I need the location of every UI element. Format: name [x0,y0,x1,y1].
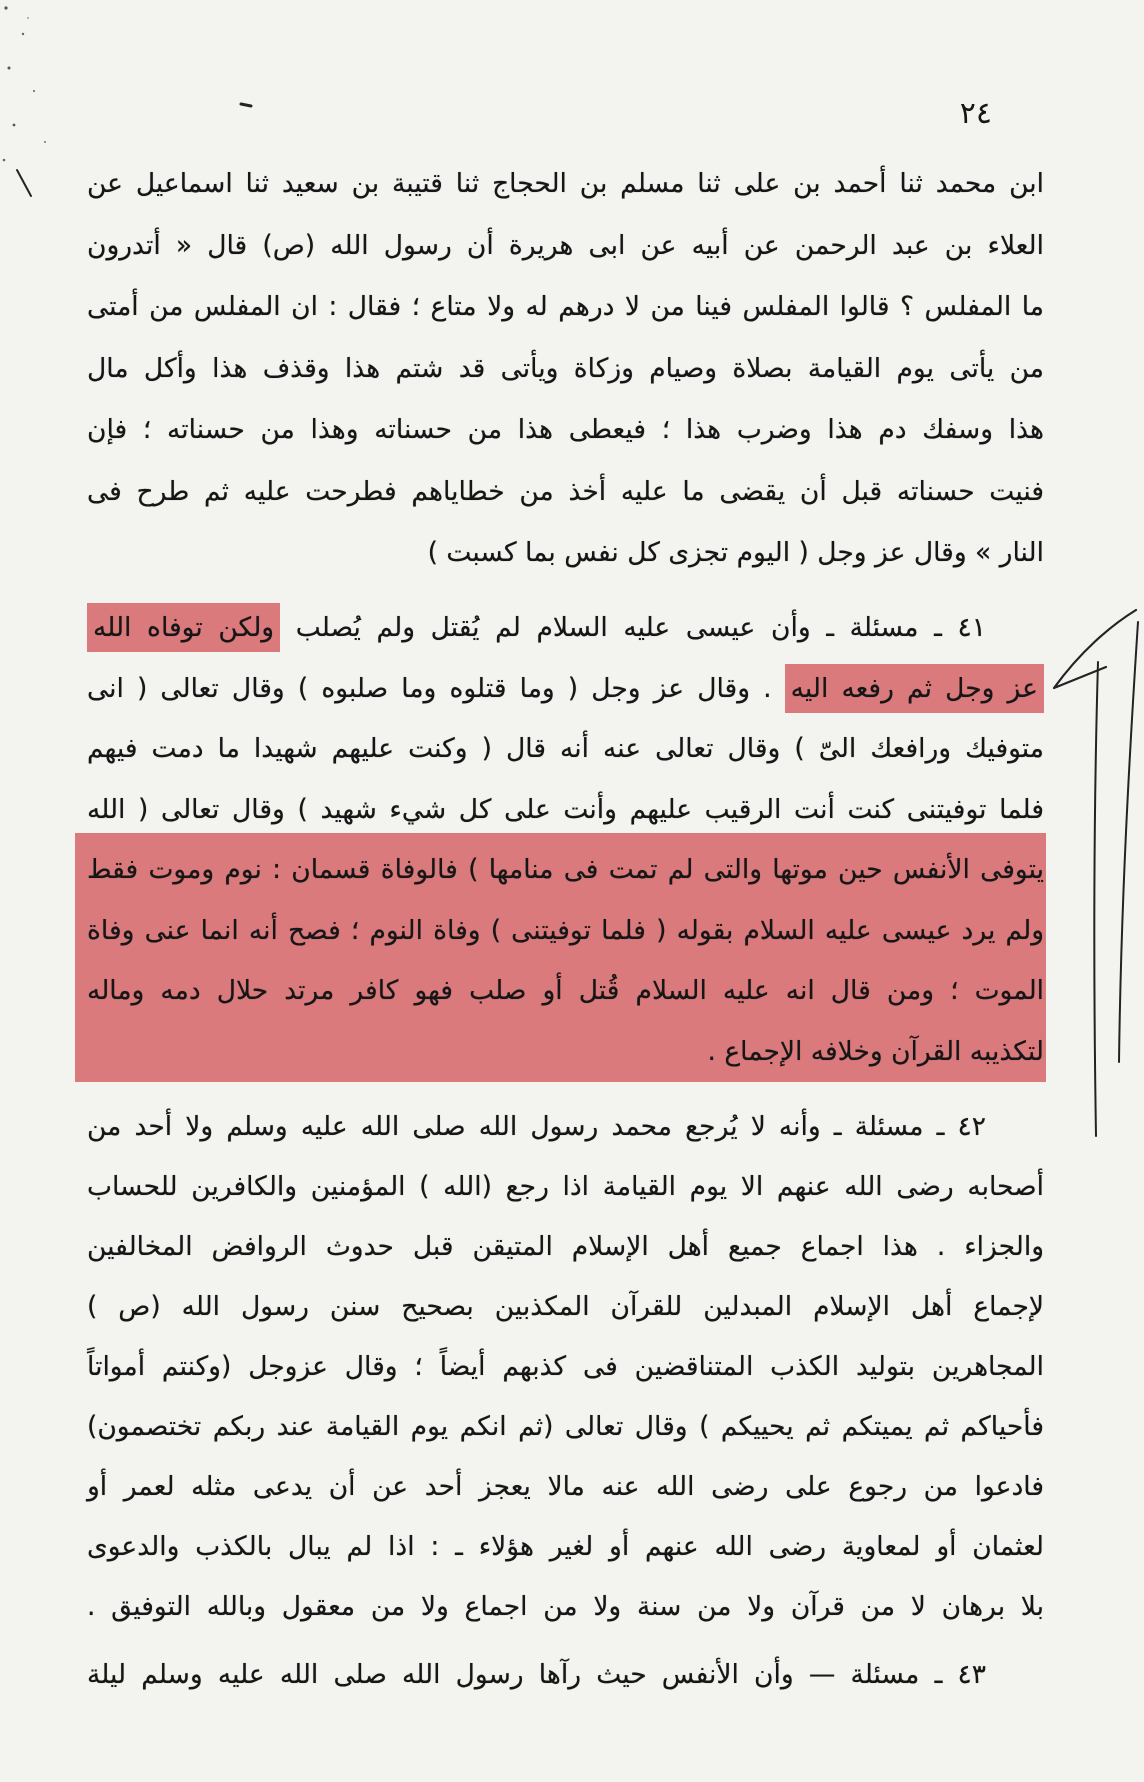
line-text: . وقال عز وجل ( وما قتلوه وما صلبوه ) وقال تعالى ( انى [87,672,772,704]
text-line: بلا برهان لا من قرآن ولا من سنة ولا من اجماع ولا من معقول وبالله التوفيق . [87,1591,1044,1622]
text-line: فادعوا من رجوع على رضى الله عنه مالا يعجز أحد عن أن يدعى مثله لعمر أو [87,1471,1044,1502]
text-line: يتوفى الأنفس حين موتها والتى لم تمت فى منامها ) فالوفاة قسمان : نوم وموت فقط [87,854,1044,885]
highlight: ولكن توفاه الله [87,603,280,652]
pen-mark [1054,610,1136,688]
scan-speck [8,67,11,70]
text-line: من يأتى يوم القيامة بصلاة وصيام وزكاة ويأتى قد شتم هذا وقذف هذا وأكل مال [87,352,1044,384]
text-line: ولم يرد عيسى عليه السلام بقوله ( فلما توفيتنى ) وفاة النوم ؛ فصح أنه انما عنى وفاة [87,914,1044,946]
pen-mark [17,170,31,196]
text-line: ٤٢ ـ مسئلة ـ وأنه لا يُرجع محمد رسول الله صلى الله عليه وسلم ولا أحد من [87,1111,986,1142]
text-line: النار » وقال عز وجل ( اليوم تجزى كل نفس بما كسبت ) [427,537,1044,568]
text-line: ابن محمد ثنا أحمد بن على ثنا مسلم بن الحجاج ثنا قتيبة بن سعيد ثنا اسماعيل عن [87,168,1044,199]
paragraph-issue-41 [87,598,1044,1082]
scan-speck [3,159,6,162]
paragraph-issue-43 [87,1645,1044,1705]
paragraph-issue-42 [87,1097,1044,1637]
scan-speck [22,33,24,35]
page-number: ٢٤ [959,96,992,131]
scan-speck [27,17,29,19]
highlight: عز وجل ثم رفعه اليه [785,664,1044,713]
text-line: لإجماع أهل الإسلام المبدلين للقرآن المكذبين بصحيح سنن رسول الله (ص ) [87,1291,1044,1322]
text-line: والجزاء . هذا اجماع جميع أهل الإسلام المتيقن قبل حدوث الروافض المخالفين [87,1231,1044,1262]
line-text: ٤١ ـ مسئلة ـ وأن عيسى عليه السلام لم يُقتل ولم يُصلب [295,612,986,643]
text-line: ما المفلس ؟ قالوا المفلس فينا من لا درهم له ولا متاع ؛ فقال : ان المفلس من أمتى [87,291,1044,322]
pen-mark [241,104,251,106]
text-line: ٤٣ ـ مسئلة — وأن الأنفس حيث رآها رسول الله صلى الله عليه وسلم ليلة [87,1659,986,1690]
text-line: العلاء بن عبد الرحمن عن أبيه عن ابى هريرة أن رسول الله (ص) قال « أتدرون [87,229,1044,261]
scan-speck [44,141,46,143]
text-line: فلما توفيتنى كنت أنت الرقيب عليهم وأنت على كل شيء شهيد ) وقال تعالى ( الله [87,793,1044,825]
text-line: فنيت حسناته قبل أن يقضى ما عليه أخذ من خطاياهم فطرحت عليه ثم طرح فى [87,475,1044,507]
scan-speck [13,124,16,127]
text-line: فأحياكم ثم يميتكم ثم يحييكم ) وقال تعالى (ثم انكم يوم القيامة عند ربكم تختصمون) [87,1411,1044,1442]
text-line: هذا وسفك دم هذا وضرب هذا ؛ فيعطى هذا من حسناته وهذا من حسناته ؛ فإن [87,414,1044,445]
highlight-block [75,833,1046,1082]
scan-speck [33,90,35,92]
pen-mark [1119,622,1138,1062]
paragraph-hadith [87,153,1044,584]
text-line: لتكذيبه القرآن وخلافه الإجماع . [707,1035,1044,1067]
text-line: الموت ؛ ومن قال انه عليه السلام قُتل أو صلب فهو كافر مرتد حلال دمه وماله [87,975,1044,1006]
text-line: متوفيك ورافعك الىّ ) وقال تعالى عنه أنه قال ( وكنت عليهم شهيدا ما دمت فيهم [87,733,1044,764]
text-line: لعثمان أو لمعاوية رضى الله عنهم أو لغير هؤلاء ـ : اذا لم يبال بالكذب والدعوى [87,1531,1044,1562]
text-line: أصحابه رضى الله عنهم الا يوم القيامة اذا رجع (الله ) المؤمنين والكافرين للحساب [87,1171,1044,1202]
scan-speck [4,6,7,9]
text-line: المجاهرين بتوليد الكذب المتناقضين فى كذبهم أيضاً ؛ وقال عزوجل (وكنتم أمواتاً [87,1351,1044,1382]
pen-mark [1094,662,1098,1136]
text-line [87,598,1044,659]
text-line [87,659,1044,720]
